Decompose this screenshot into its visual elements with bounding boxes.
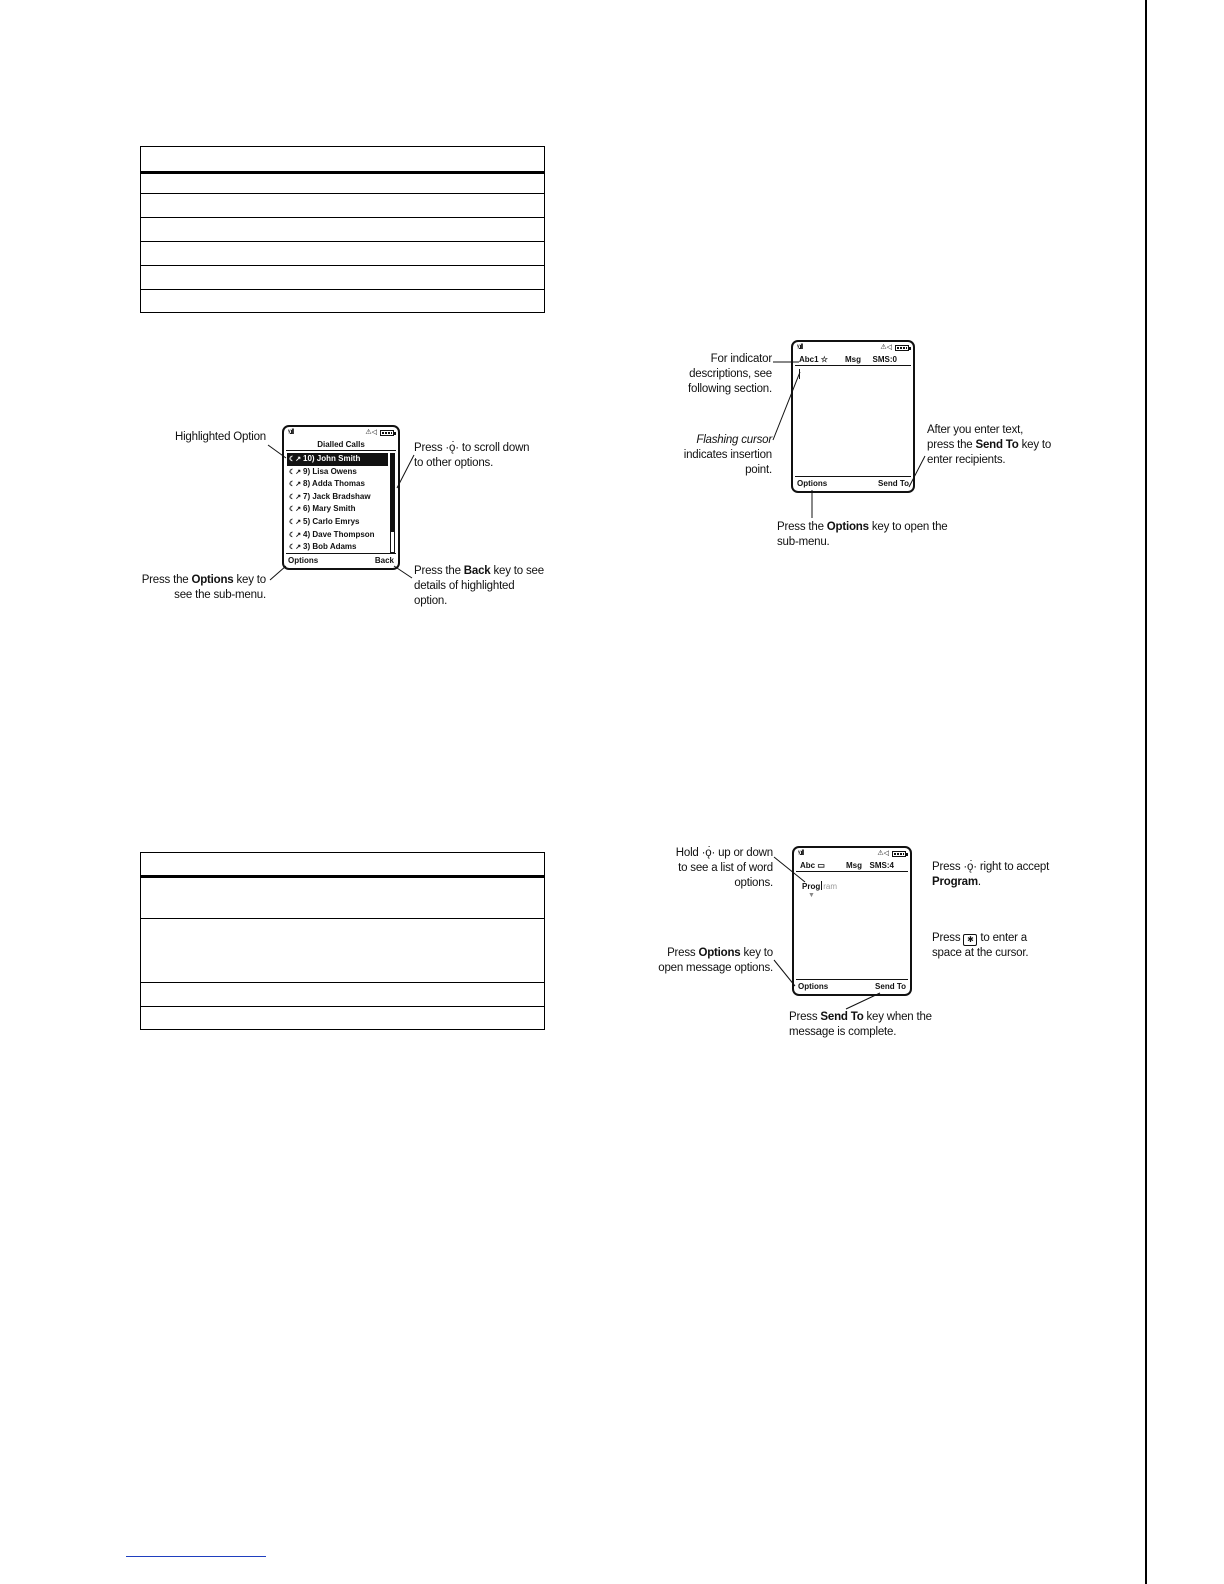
indicator-bar — [796, 860, 908, 872]
screen-title-label: Dialled Calls — [317, 440, 365, 449]
alert-icon: ⚠◁ — [877, 850, 889, 857]
outgoing-call-icon: ☾↗ — [289, 531, 302, 539]
callout-text: For indicator — [710, 353, 772, 365]
callout-text: see the sub-menu. — [174, 589, 266, 601]
call-list-item[interactable] — [287, 491, 388, 504]
screen-title — [286, 439, 396, 451]
callout-text: key to see — [490, 565, 544, 577]
battery-icon — [895, 345, 909, 351]
callout-hold-nav — [640, 846, 773, 891]
alert-icon: ⚠◁ — [365, 429, 377, 436]
callout-text: key when the — [863, 1011, 932, 1023]
nav-key-icon: ·ǫ̇· — [701, 847, 716, 859]
signal-strength-icon: ᵞ.ıll — [797, 344, 803, 351]
callout-accept-word — [932, 860, 1072, 890]
callout-text: right to accept — [976, 861, 1050, 873]
callout-text: key to — [233, 574, 266, 586]
outgoing-call-icon: ☾↗ — [289, 481, 302, 489]
callout-text: space at the cursor. — [932, 947, 1029, 959]
callout-send-complete — [789, 1010, 949, 1040]
callout-text: descriptions, see — [689, 368, 772, 380]
alert-icon: ⚠◁ — [880, 344, 892, 351]
sms-counter: SMS:0 — [872, 355, 897, 364]
call-list-item[interactable] — [287, 503, 388, 516]
callout-text: Highlighted Option — [174, 431, 266, 443]
screen-title-label: Msg — [845, 355, 861, 364]
callout-key: Options — [191, 574, 234, 586]
call-list-item-label: 7) Jack Bradshaw — [303, 491, 371, 501]
callout-text: open message options. — [658, 962, 773, 974]
typed-text: Prog — [802, 882, 821, 891]
callout-text: Press — [932, 861, 964, 873]
phone-screen-dialled-calls — [282, 425, 400, 570]
callout-key: Options — [698, 947, 741, 959]
callout-text: to enter a — [977, 932, 1027, 944]
call-list-item[interactable] — [287, 478, 388, 491]
callout-indicator — [652, 352, 772, 397]
callout-key: Options — [826, 521, 869, 533]
phone-screen-message-compose — [791, 340, 915, 493]
callout-space — [932, 931, 1072, 961]
call-list-item-label: 5) Carlo Emrys — [303, 516, 360, 526]
star-icon: ☆ — [820, 355, 828, 364]
callout-send-to — [927, 423, 1067, 468]
callout-text: options. — [734, 877, 773, 889]
callout-text: indicates insertion — [683, 449, 772, 461]
callout-text: to scroll down — [458, 442, 530, 454]
callout-text: up or down — [715, 847, 773, 859]
footnote-rule — [126, 1556, 266, 1557]
callout-options-key — [120, 573, 266, 603]
signal-strength-icon: ᵞ.ıll — [798, 850, 804, 857]
callout-text: Press — [932, 932, 964, 944]
back-softkey[interactable]: Back — [374, 556, 394, 565]
callout-key: Send To — [820, 1011, 864, 1023]
nav-key-icon: ·ǫ̇· — [445, 442, 459, 454]
callout-message-options — [640, 946, 773, 976]
table-row — [141, 982, 544, 1006]
callout-text: Press — [414, 442, 446, 454]
call-list-item[interactable] — [287, 541, 388, 554]
indicator-label: Abc1 — [799, 355, 819, 364]
callout-text: Hold — [675, 847, 702, 859]
table-2-header-row — [141, 853, 544, 875]
call-list-item[interactable] — [287, 466, 388, 479]
call-list-item-label: 6) Mary Smith — [303, 504, 356, 514]
callout-key: Back — [463, 565, 491, 577]
table-1 — [140, 146, 545, 313]
outgoing-call-icon: ☾↗ — [289, 544, 302, 552]
callout-text: message is complete. — [789, 1026, 897, 1038]
signal-strength-icon: ᵞ.ıll — [288, 429, 294, 436]
call-list-item[interactable] — [287, 453, 388, 466]
options-softkey[interactable]: Options — [288, 556, 319, 565]
outgoing-call-icon: ☾↗ — [289, 456, 302, 463]
callout-text: to other options. — [414, 457, 494, 469]
message-body[interactable] — [795, 366, 911, 476]
table-row — [141, 265, 544, 289]
battery-icon — [380, 430, 394, 436]
suggested-completion: ram — [823, 882, 838, 891]
callout-text: to see a list of word — [678, 862, 773, 874]
callout-key: Send To — [975, 439, 1019, 451]
callout-text: key to — [740, 947, 773, 959]
outgoing-call-icon: ☾↗ — [289, 493, 302, 501]
sms-counter: SMS:4 — [869, 861, 894, 870]
call-list-item-label: 9) Lisa Owens — [303, 466, 357, 476]
phone-screen-word-prediction — [792, 846, 912, 996]
more-options-arrow-icon: ▼ — [808, 892, 815, 899]
call-list-item[interactable] — [287, 516, 388, 529]
message-body[interactable] — [802, 881, 837, 891]
table-row — [141, 241, 544, 265]
table-row — [141, 171, 544, 193]
table-row — [141, 193, 544, 217]
status-bar — [797, 344, 909, 353]
callout-text: Press the — [777, 521, 827, 533]
callout-options-submenu — [777, 520, 957, 550]
callout-text: Press — [667, 947, 699, 959]
callout-text: enter recipients. — [927, 454, 1006, 466]
callout-text: details of highlighted — [414, 580, 515, 592]
status-bar — [288, 429, 394, 438]
call-list-item-label: 4) Dave Thompson — [303, 529, 375, 539]
callout-text: key to open the — [868, 521, 948, 533]
scrollbar[interactable] — [390, 453, 395, 553]
text-entry-indicator — [799, 354, 828, 365]
screen-title-label: Msg — [846, 861, 862, 870]
callout-text: following section. — [688, 383, 772, 395]
send-to-softkey[interactable]: Send To — [875, 982, 906, 991]
softkey-bar — [795, 476, 911, 490]
dictionary-icon: ▭ — [817, 861, 825, 870]
options-softkey[interactable]: Options — [797, 479, 828, 488]
callout-highlighted-option — [150, 430, 266, 445]
table-2 — [140, 852, 545, 1030]
callout-scroll — [414, 441, 554, 471]
softkey-bar — [286, 553, 396, 567]
callout-text: Press — [789, 1011, 821, 1023]
call-list-item[interactable] — [287, 529, 388, 542]
callout-text: . — [977, 876, 981, 888]
callout-text: Press the — [141, 574, 192, 586]
callout-text: Flashing cursor — [696, 434, 772, 446]
indicator-bar — [795, 354, 911, 366]
callout-text: press the — [927, 439, 976, 451]
indicator-label: Abc — [800, 861, 816, 870]
table-row — [141, 875, 544, 918]
callout-key: Program — [932, 876, 978, 888]
space-key-icon: ✱ — [963, 934, 977, 946]
callout-text: point. — [745, 464, 772, 476]
callout-flashing-cursor — [652, 433, 772, 478]
call-list-item-label: 8) Adda Thomas — [303, 479, 365, 489]
softkey-bar — [796, 979, 908, 993]
table-row — [141, 289, 544, 312]
callout-text: key to — [1018, 439, 1052, 451]
outgoing-call-icon: ☾↗ — [289, 468, 302, 476]
callout-text: Press the — [414, 565, 464, 577]
status-bar — [798, 850, 906, 859]
send-to-softkey[interactable]: Send To — [878, 479, 909, 488]
table-row — [141, 918, 544, 982]
callout-text: sub-menu. — [777, 536, 830, 548]
table-row — [141, 1006, 544, 1029]
nav-key-icon: ·ǫ̇· — [963, 861, 977, 873]
scrollbar-thumb[interactable] — [391, 454, 394, 532]
call-list-item-label: 10) John Smith — [303, 454, 361, 463]
outgoing-call-icon: ☾↗ — [289, 506, 302, 514]
text-entry-indicator — [800, 860, 825, 871]
table-row — [141, 217, 544, 241]
callout-text: option. — [414, 595, 448, 607]
battery-icon — [892, 851, 906, 857]
callout-back-key — [414, 564, 554, 609]
page-gutter-rule — [1145, 0, 1147, 1584]
call-list-item-label: 3) Bob Adams — [303, 542, 357, 552]
outgoing-call-icon: ☾↗ — [289, 518, 302, 526]
dialled-calls-list — [287, 453, 388, 554]
callout-text: After you enter text, — [927, 424, 1024, 436]
table-1-header-row — [141, 147, 544, 171]
options-softkey[interactable]: Options — [798, 982, 829, 991]
